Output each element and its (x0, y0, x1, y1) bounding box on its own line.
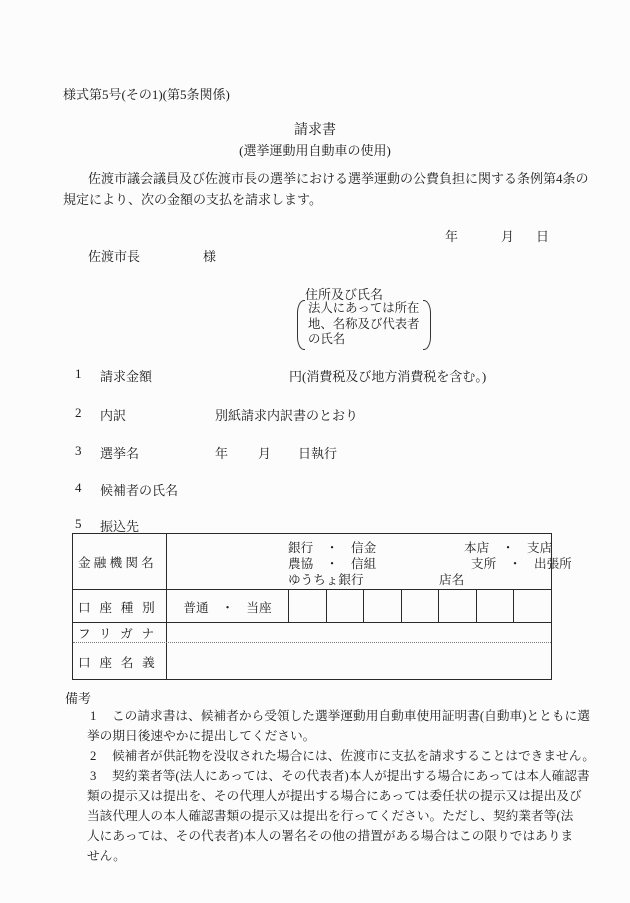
remark-line (63, 746, 595, 766)
furigana-label: フリガナ (78, 627, 163, 641)
corporate-note-line-2: 地、名称及び代表者 (308, 316, 420, 331)
account-type-row (73, 590, 551, 623)
form-number: 様式第5号(その1)(第5条関係) (63, 87, 230, 102)
date-month-label: 月 (501, 229, 515, 244)
corporate-note-line-1: 法人にあっては所在 (308, 301, 420, 315)
item-number: 5 (75, 516, 82, 531)
remark-line (63, 806, 573, 826)
account-number-cell (514, 590, 551, 622)
remark-line (63, 786, 582, 806)
date-day-label: 日 (536, 229, 550, 244)
item-label: 内訳 (100, 408, 127, 423)
account-number-cell (477, 590, 515, 622)
branch-type-option-2: 支所 ・ 出張所 (471, 557, 572, 571)
institution-value-cell (167, 534, 572, 589)
paren-right-icon (423, 300, 431, 350)
remark-line (63, 826, 573, 846)
item-transfer-account (63, 516, 570, 533)
item-label: 振込先 (100, 519, 140, 534)
intro-paragraph (63, 168, 589, 211)
remark-text: 挙の期日後速やかに提出してください。 (87, 729, 316, 743)
account-holder-value-cell (167, 643, 551, 679)
item-breakdown (63, 405, 570, 422)
furigana-label-cell (73, 623, 167, 642)
bank-account-table (72, 533, 572, 680)
date-year-label: 年 (445, 229, 459, 244)
corporate-note (297, 300, 431, 350)
furigana-value-cell (167, 623, 551, 642)
corporate-note-lines (305, 300, 423, 350)
intro-line-1: 佐渡市議会議員及び佐渡市長の選挙における選挙運動の公費負担に関する条例第4条の (88, 171, 589, 186)
item-number: 3 (75, 443, 82, 458)
remark-line (63, 766, 590, 786)
branch-name-label: 店名 (439, 573, 465, 587)
account-number-cell (402, 590, 440, 622)
address-name-label: 住所及び氏名 (305, 287, 384, 302)
account-number-cell (439, 590, 477, 622)
item-label: 候補者の氏名 (100, 483, 179, 498)
document-title: 請求書 (294, 123, 336, 138)
account-holder-row (73, 643, 551, 679)
remark-text: 類の提示又は提出を、その代理人が提出する場合にあっては委任状の提示又は提出及び (87, 789, 582, 803)
account-holder-label-cell (73, 643, 167, 679)
account-type-label: 口座種別 (78, 600, 164, 615)
item-label: 選挙名 (100, 446, 140, 461)
furigana-row (73, 623, 551, 643)
account-number-cell (327, 590, 365, 622)
bank-type-option-1: 銀行 ・ 信金 (288, 541, 377, 555)
account-type-options-cell (167, 590, 289, 622)
exec-day-label: 日執行 (298, 446, 338, 461)
remark-text: 当該代理人の本人確認書類の提示又は提出を行ってください。ただし、契約業者等(法 (87, 809, 574, 823)
addressee-honorific: 様 (203, 249, 217, 264)
account-number-cell (364, 590, 402, 622)
branch-type-option-1: 本店 ・ 支店 (464, 541, 553, 555)
remark-text: 候補者が供託物を没収された場合には、佐渡市に支払を請求することはできません。 (112, 749, 595, 763)
remarks-heading: 備考 (65, 691, 92, 706)
remark-number: 2 (90, 749, 97, 763)
intro-line-2: 規定により、次の金額の支払を請求します。 (63, 192, 322, 208)
remark-line (63, 846, 573, 866)
bank-type-option-3: ゆうちょ銀行 (288, 573, 364, 587)
exec-month-label: 月 (258, 446, 272, 461)
item-number: 2 (75, 405, 82, 420)
item-value: 別紙請求内訳書のとおり (215, 408, 359, 423)
remark-number: 3 (90, 769, 97, 783)
submission-date-line (0, 226, 630, 242)
item-election-name (63, 443, 570, 460)
addressee-line (0, 246, 630, 262)
exec-year-label: 年 (215, 446, 229, 461)
remark-text: 契約業者等(法人にあっては、その代表者)本人が提出する場合にあっては本人確認書 (112, 769, 590, 783)
addressee-name: 佐渡市長 (88, 249, 141, 264)
account-type-label-cell (73, 590, 167, 622)
amount-unit-suffix: 円(消費税及び地方消費税を含む。) (289, 369, 487, 384)
institution-row (73, 534, 572, 590)
remark-text: せん。 (87, 849, 126, 863)
account-number-cell (289, 590, 327, 622)
item-number: 1 (75, 366, 82, 381)
remark-text: この請求書は、候補者から受領した選挙運動用自動車使用証明書(自動車)とともに選 (112, 709, 590, 723)
document-subtitle: (選挙運動用自動車の使用) (239, 143, 391, 158)
remarks-list (63, 706, 595, 866)
account-type-options: 普通 ・ 当座 (183, 600, 272, 615)
paren-left-icon (297, 300, 305, 350)
item-candidate-name (63, 480, 570, 497)
remark-text: 人にあっては、その代表者)本人の署名その他の措置がある場合はこの限りではありま (87, 829, 574, 843)
corporate-note-line-3: の氏名 (308, 332, 346, 347)
item-number: 4 (75, 480, 82, 495)
institution-label-cell (73, 534, 167, 589)
institution-label: 金融機関名 (78, 556, 157, 570)
bank-type-option-2: 農協 ・ 信組 (288, 557, 377, 571)
item-claim-amount (63, 366, 570, 383)
account-holder-label: 口座名義 (78, 655, 164, 670)
item-label: 請求金額 (100, 369, 153, 384)
remark-line (63, 726, 573, 746)
remark-line (63, 706, 590, 726)
remark-number: 1 (90, 709, 97, 723)
